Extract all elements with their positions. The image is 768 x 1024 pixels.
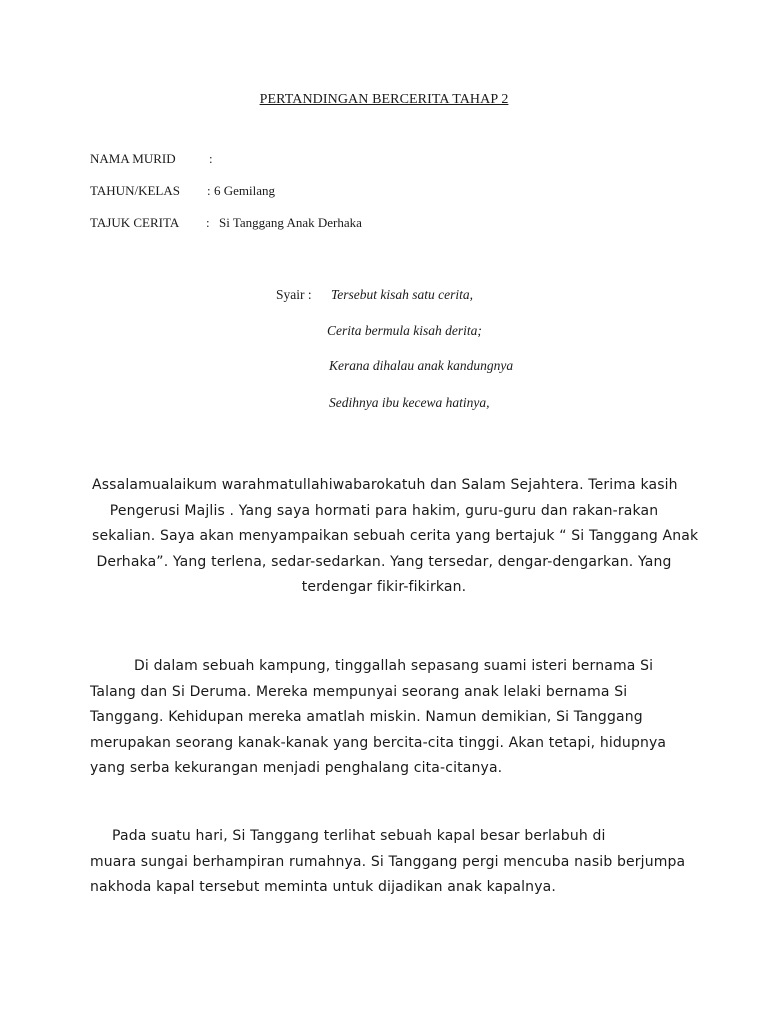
paragraph-line: terdengar fikir-fikirkan. [301, 579, 467, 595]
paragraph-greeting [92, 473, 699, 601]
syair-label: Syair : [276, 287, 312, 302]
syair-line: Tersebut kisah satu cerita, [331, 287, 474, 302]
syair-line: Cerita bermula kisah derita; [327, 323, 482, 338]
paragraph-line: Pengerusi Majlis . Yang saya hormati para hakim, guru-guru dan rakan-rakan [109, 502, 659, 519]
syair-line: Sedihnya ibu kecewa hatinya, [329, 395, 490, 410]
paragraph-line: muara sungai berhampiran rumahnya. Si Tanggang pergi mencuba nasib berjumpa [90, 853, 686, 870]
page-title: PERTANDINGAN BERCERITA TAHAP 2 [259, 92, 509, 107]
paragraph-line: sekalian. Saya akan menyampaikan sebuah cerita yang bertajuk “ Si Tanggang Anak [92, 528, 699, 544]
field-label-tajuk-cerita: TAJUK CERITA [90, 215, 180, 230]
paragraph-story-ship [90, 824, 690, 901]
paragraph-line: Derhaka”. Yang terlena, sedar-sedarkan. Yang tersedar, dengar-dengarkan. Yang [96, 553, 672, 570]
syair-line: Kerana dihalau anak kandungnya [329, 358, 514, 373]
field-value-tajuk-cerita: Si Tanggang Anak Derhaka [219, 215, 362, 230]
field-colon-tajuk-cerita: : [206, 215, 210, 230]
field-value-tahun-kelas: 6 Gemilang [214, 183, 276, 198]
paragraph-line: nakhoda kapal tersebut meminta untuk dijadikan anak kapalnya. [90, 879, 556, 895]
paragraph-line: yang serba kekurangan menjadi penghalang cita-citanya. [90, 760, 503, 776]
paragraph-line: Pada suatu hari, Si Tanggang terlihat sebuah kapal besar berlabuh di [112, 828, 606, 844]
paragraph-line: merupakan seorang kanak-kanak yang bercita-cita tinggi. Akan tetapi, hidupnya [90, 734, 667, 751]
paragraph-line: Tanggang. Kehidupan mereka amatlah miskin. Namun demikian, Si Tanggang [90, 709, 643, 725]
field-label-tahun-kelas: TAHUN/KELAS [90, 183, 180, 198]
field-colon-nama-murid: : [209, 151, 213, 166]
field-label-nama-murid: NAMA MURID [90, 151, 176, 166]
paragraph-story-intro [90, 654, 690, 782]
paragraph-line: Assalamualaikum warahmatullahiwabarokatuh dan Salam Sejahtera. Terima kasih [92, 477, 678, 493]
paragraph-line: Talang dan Si Deruma. Mereka mempunyai seorang anak lelaki bernama Si [90, 683, 628, 700]
paragraph-line: Di dalam sebuah kampung, tinggallah sepasang suami isteri bernama Si [134, 658, 654, 674]
field-colon-tahun-kelas: : [207, 183, 211, 198]
